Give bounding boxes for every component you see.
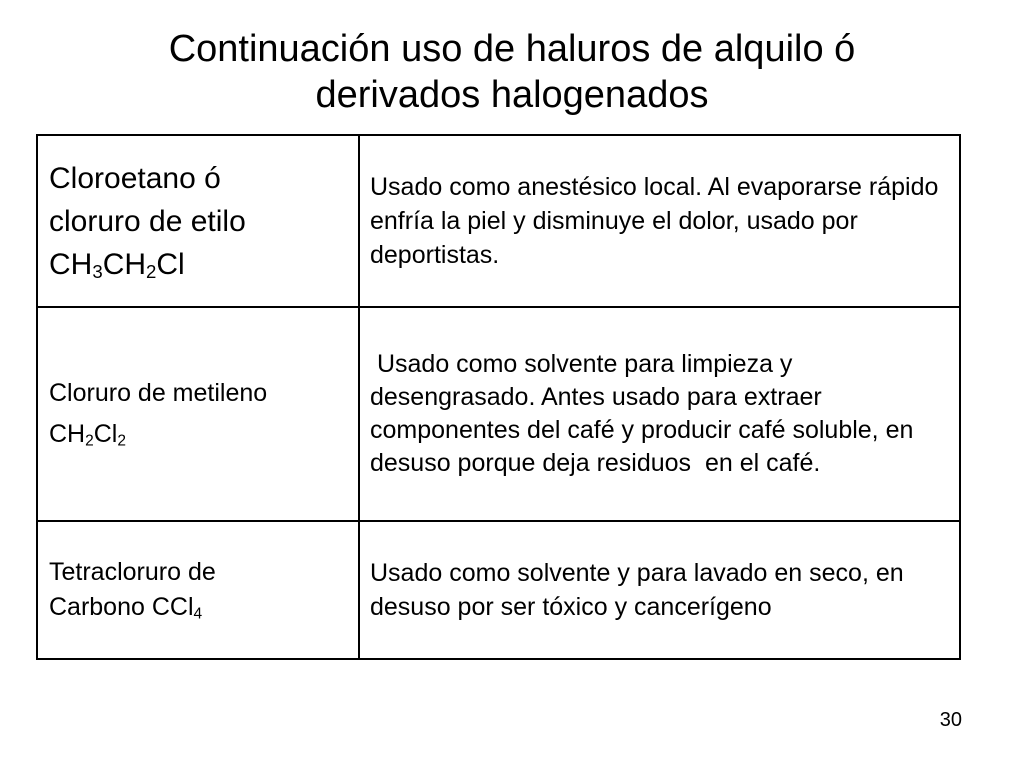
table-row-methylene-chloride [37,307,960,521]
compound-name-line2: Carbono CCl [49,593,194,621]
use-description: Usado como anestésico local. Al evaporarse rápido enfría la piel y disminuye el dolor, usado por deportistas. [370,173,946,269]
formula-part: CH [49,248,93,281]
compound-formula [49,417,358,452]
slide-title [60,26,964,118]
compound-cell [37,521,359,659]
haloalkane-uses-table [36,134,961,660]
use-description-cell [359,307,960,521]
formula-subscript: 2 [117,432,126,450]
compound-name [49,555,358,625]
use-description: Usado como solvente y para lavado en seco, en desuso por ser tóxico y cancerígeno [370,559,911,621]
formula-part: Cl [156,248,185,281]
formula-part: CH [102,248,147,281]
page-number: 30 [939,709,962,731]
compound-name-line1: Tetracloruro de [49,558,216,586]
compound-cell [37,307,359,521]
formula-part: Cl [93,420,118,448]
compound-name [49,157,358,243]
formula-subscript: 2 [146,261,157,283]
table-row-chloroethane [37,135,960,307]
use-description-cell [359,135,960,307]
use-description-cell [359,521,960,659]
compound-name-line2: cloruro de etilo [49,205,246,238]
slide-title-line1: Continuación uso de haluros de alquilo ó [168,28,856,70]
compound-name-line1: Cloroetano ó [49,162,221,195]
use-description: Usado como solvente para limpieza y desengrasado. Antes usado para extraer componentes del café y producir café soluble, en desuso porque deja residuos en el café. [370,350,921,477]
slide-title-line2: derivados halogenados [315,74,709,116]
formula-subscript: 3 [92,261,103,283]
formula-subscript: 4 [193,605,203,623]
formula-part: CH [49,420,86,448]
table-row-carbon-tetrachloride [37,521,960,659]
compound-formula [49,245,358,285]
compound-name: Cloruro de metileno [49,379,268,407]
compound-cell [37,135,359,307]
formula-subscript: 2 [85,432,94,450]
